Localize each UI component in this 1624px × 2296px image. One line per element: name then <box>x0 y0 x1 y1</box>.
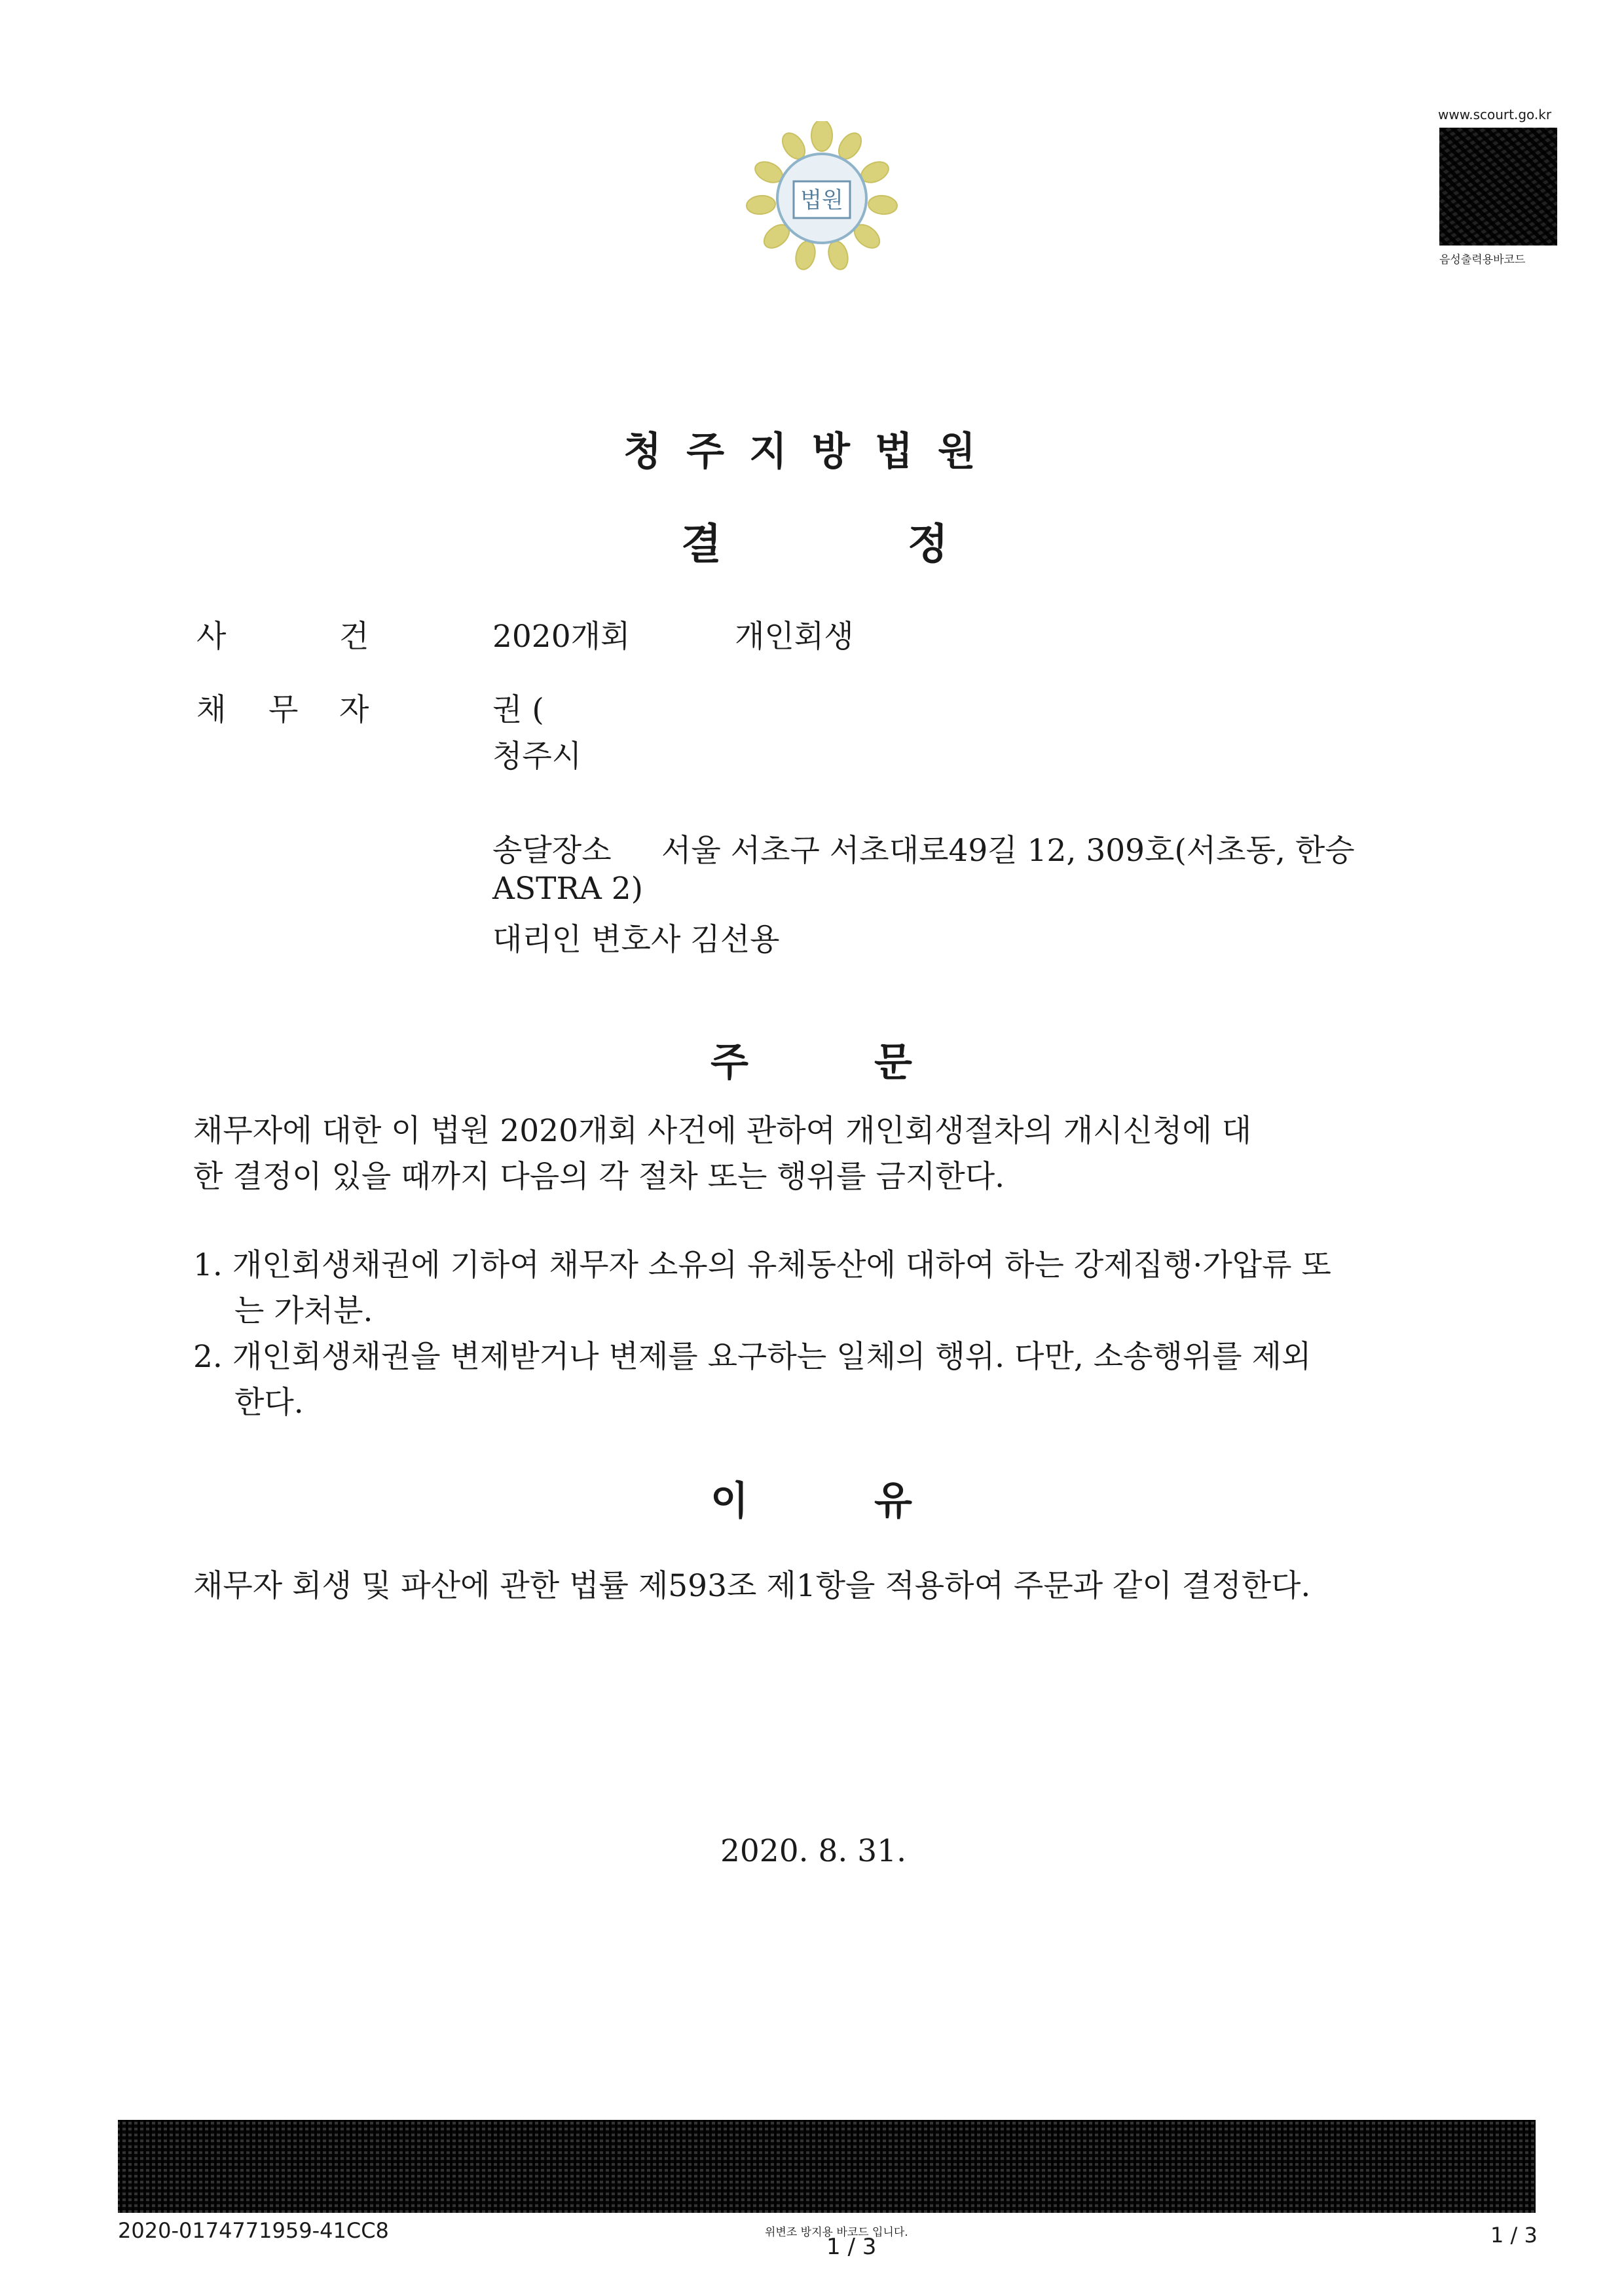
order-intro-line-1: 채무자에 대한 이 법원 2020개회 사건에 관하여 개인회생절차의 개시신청에 대 <box>193 1113 1252 1149</box>
debtor-label-2: 무 <box>268 692 299 728</box>
doc-title-right: 정 <box>908 520 948 569</box>
service-label: 송달장소 <box>492 833 612 869</box>
barcode-note: 위변조 방지용 바코드 입니다. <box>765 2226 908 2239</box>
order-intro-line-2: 한 결정이 있을 때까지 다음의 각 절차 또는 행위를 금지한다. <box>193 1159 1005 1195</box>
order-heading-left: 주 <box>710 1040 748 1085</box>
case-type: 개인회생 <box>735 619 854 655</box>
qr-code-icon <box>1439 128 1557 246</box>
debtor-label-1: 채 <box>196 692 227 728</box>
debtor-name: 권 ( <box>492 692 544 728</box>
order-heading-right: 문 <box>874 1040 912 1085</box>
service-address-1: 서울 서초구 서초대로49길 12, 309호(서초동, 한승 <box>661 833 1355 869</box>
decision-date: 2020. 8. 31. <box>720 1833 907 1869</box>
emblem-text: 법원 <box>800 187 843 213</box>
site-url: www.scourt.go.kr <box>1438 107 1552 122</box>
page-number-center: 1 / 3 <box>826 2234 877 2260</box>
reason-heading-right: 유 <box>874 1478 912 1524</box>
qr-caption: 음성출력용바코드 <box>1439 253 1526 266</box>
debtor-agent: 대리인 변호사 김선용 <box>492 922 780 958</box>
anti-forgery-barcode-icon <box>118 2120 1536 2213</box>
document-id: 2020-0174771959-41CC8 <box>118 2218 389 2243</box>
case-number: 2020개회 <box>492 619 631 655</box>
reason-heading-left: 이 <box>710 1478 748 1524</box>
order-item-2-line-2: 한다. <box>234 1385 304 1421</box>
service-address-2: ASTRA 2) <box>492 871 643 907</box>
court-emblem-logo <box>740 121 904 272</box>
case-label-1: 사 <box>196 619 227 655</box>
order-item-2-line-1: 2. 개인회생채권을 변제받거나 변제를 요구하는 일체의 행위. 다만, 소송행위를 제외 <box>193 1339 1312 1375</box>
reason-text: 채무자 회생 및 파산에 관한 법률 제593조 제1항을 적용하여 주문과 같이 결정한다. <box>193 1568 1311 1604</box>
order-item-1-line-1: 1. 개인회생채권에 기하여 채무자 소유의 유체동산에 대하여 하는 강제집행·가압류 또 <box>193 1247 1331 1283</box>
debtor-address: 청주시 <box>492 738 582 774</box>
doc-title-left: 결 <box>681 520 722 569</box>
order-item-1-line-2: 는 가처분. <box>234 1293 373 1329</box>
court-name: 청주지방법원 <box>623 429 1001 475</box>
page-number-right: 1 / 3 <box>1490 2223 1538 2248</box>
debtor-label-3: 자 <box>339 692 369 728</box>
case-label-2: 건 <box>339 619 369 655</box>
